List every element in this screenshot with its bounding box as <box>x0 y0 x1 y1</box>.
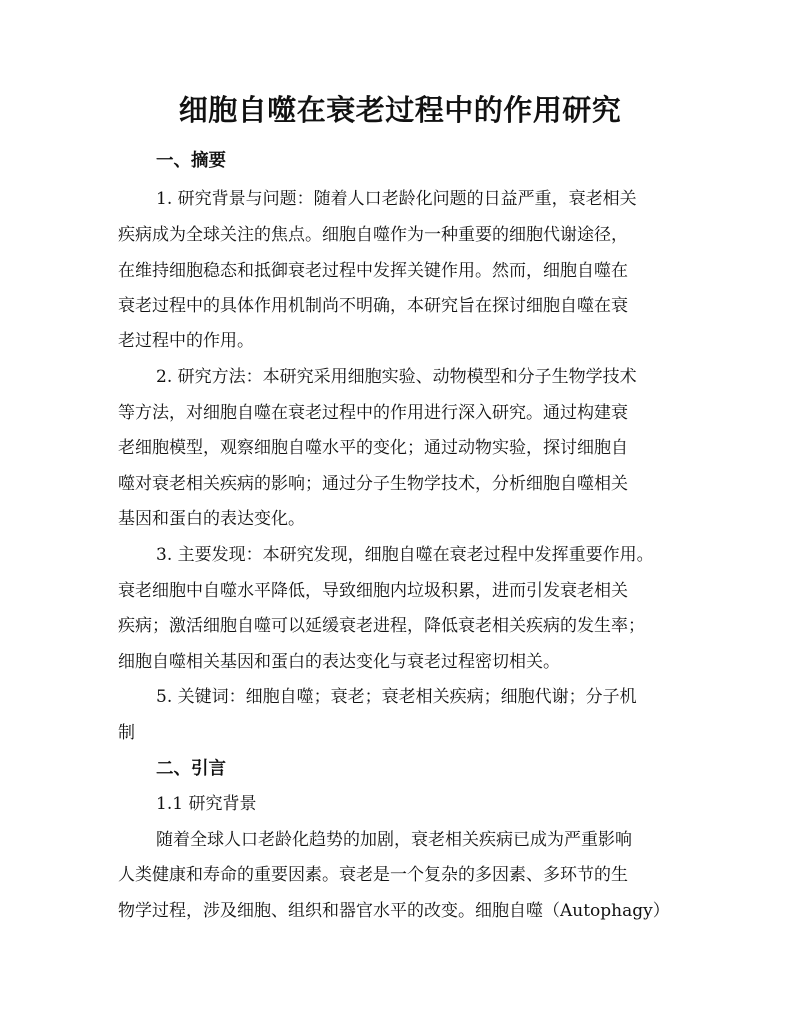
paragraph-line: 等方法，对细胞自噬在衰老过程中的作用进行深入研究。通过构建衰 <box>118 403 628 423</box>
paragraph-line: 细胞自噬相关基因和蛋白的表达变化与衰老过程密切相关。 <box>118 652 560 672</box>
document-title: 细胞自噬在衰老过程中的作用研究 <box>178 93 622 127</box>
paragraph-line: 人类健康和寿命的重要因素。衰老是一个复杂的多因素、多环节的生 <box>118 865 628 885</box>
paragraph-line: 随着全球人口老龄化趋势的加剧，衰老相关疾病已成为严重影响 <box>156 830 632 850</box>
paragraph-line: 衰老细胞中自噬水平降低，导致细胞内垃圾积累，进而引发衰老相关 <box>118 581 628 601</box>
paragraph-line: 2. 研究方法：本研究采用细胞实验、动物模型和分子生物学技术 <box>156 367 637 387</box>
section-heading-abstract: 一、摘要 <box>156 151 226 171</box>
subsection-heading: 1.1 研究背景 <box>156 794 257 814</box>
paragraph-line: 疾病；激活细胞自噬可以延缓衰老进程，降低衰老相关疾病的发生率； <box>118 616 645 636</box>
paragraph-line: 5. 关键词：细胞自噬；衰老；衰老相关疾病；细胞代谢；分子机 <box>156 687 637 707</box>
paragraph-line: 制 <box>118 723 135 743</box>
paragraph-line: 1. 研究背景与问题：随着人口老龄化问题的日益严重，衰老相关 <box>156 189 637 209</box>
section-heading-introduction: 二、引言 <box>156 759 226 779</box>
paragraph-line: 衰老过程中的具体作用机制尚不明确，本研究旨在探讨细胞自噬在衰 <box>118 296 628 316</box>
paragraph-line: 基因和蛋白的表达变化。 <box>118 509 305 529</box>
paragraph-line: 疾病成为全球关注的焦点。细胞自噬作为一种重要的细胞代谢途径， <box>118 225 628 245</box>
paragraph-line: 老细胞模型，观察细胞自噬水平的变化；通过动物实验，探讨细胞自 <box>118 438 628 458</box>
paragraph-line: 3. 主要发现：本研究发现，细胞自噬在衰老过程中发挥重要作用。 <box>156 545 654 565</box>
paragraph-line: 噬对衰老相关疾病的影响；通过分子生物学技术，分析细胞自噬相关 <box>118 474 628 494</box>
paragraph-line: 在维持细胞稳态和抵御衰老过程中发挥关键作用。然而，细胞自噬在 <box>118 261 628 281</box>
paragraph-line: 老过程中的作用。 <box>118 331 254 351</box>
paragraph-line: 物学过程，涉及细胞、组织和器官水平的改变。细胞自噬（Autophagy） <box>118 901 670 921</box>
